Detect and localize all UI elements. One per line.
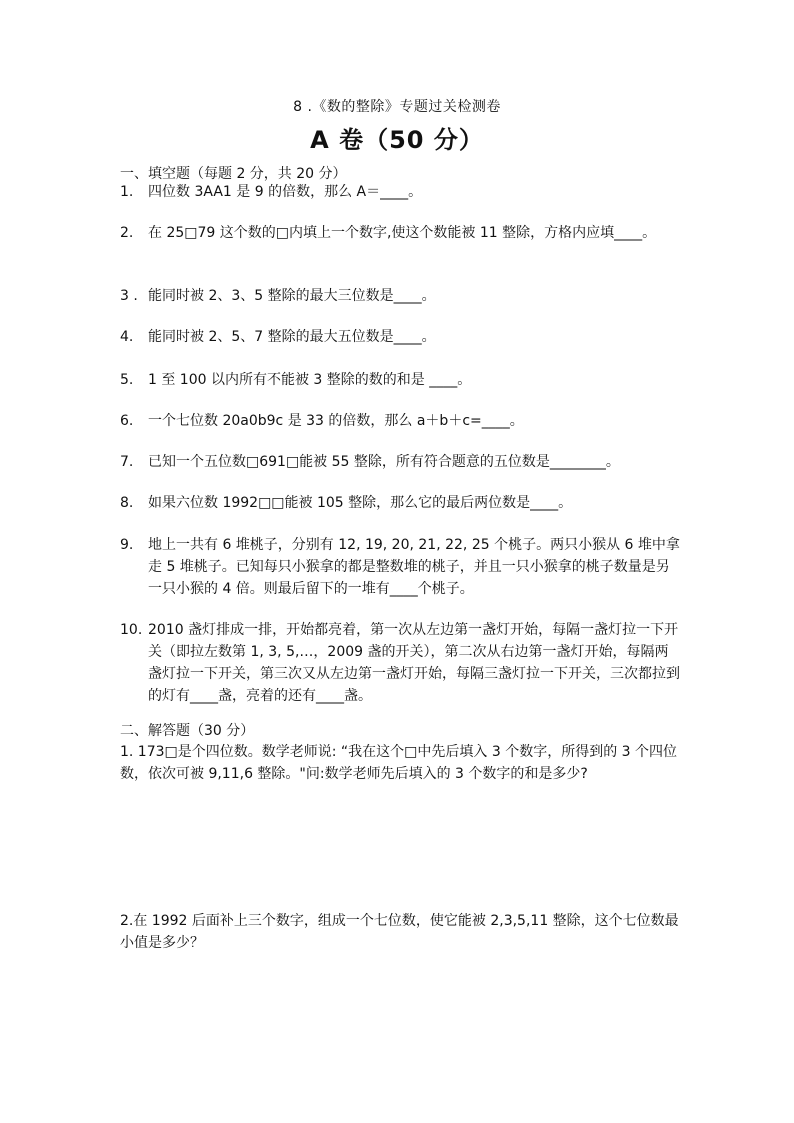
question-5 bbox=[120, 369, 680, 391]
question-number: 6. bbox=[120, 413, 134, 429]
question-number: 4. bbox=[120, 329, 134, 345]
question-7 bbox=[120, 451, 680, 473]
question-text: 1 至 100 以内所有不能被 3 整除的数的和是 ____。 bbox=[148, 372, 472, 388]
question-number: 1. bbox=[120, 184, 134, 200]
question-8 bbox=[120, 492, 680, 514]
question-1 bbox=[120, 181, 680, 203]
question-text: 2.在 1992 后面补上三个数字，组成一个七位数，使它能被 2,3,5,11 整除，这个七位数最小值是多少？ bbox=[120, 913, 679, 951]
question-number: 2. bbox=[120, 225, 134, 241]
question-text: 一个七位数 20a0b9c 是 33 的倍数，那么 a＋b＋c=____。 bbox=[148, 413, 524, 429]
document-title: 8 .《数的整除》专题过关检测卷 bbox=[293, 99, 501, 115]
section-heading-fill-in: 一、填空题（每题 2 分，共 20 分） bbox=[120, 166, 347, 182]
question-text: 在 25□79 这个数的□内填上一个数字,使这个数能被 11 整除，方格内应填____。 bbox=[148, 225, 657, 241]
question-number: 5. bbox=[120, 372, 134, 388]
solve-question-2 bbox=[120, 910, 680, 954]
question-text: 四位数 3AA1 是 9 的倍数，那么 A＝____。 bbox=[148, 184, 423, 200]
question-3 bbox=[120, 285, 680, 307]
question-text: 已知一个五位数□691□能被 55 整除，所有符合题意的五位数是________。 bbox=[148, 454, 620, 470]
question-9 bbox=[120, 534, 680, 600]
section-heading-solve: 二、解答题（30 分） bbox=[120, 723, 255, 739]
question-6 bbox=[120, 410, 680, 432]
question-text: 能同时被 2、3、5 整除的最大三位数是____。 bbox=[148, 288, 436, 304]
document-subtitle: A 卷（50 分） bbox=[310, 126, 484, 154]
question-number: 9. bbox=[120, 537, 134, 553]
question-text: 1. 173□是个四位数。数学老师说: “我在这个□中先后填入 3 个数字，所得到的 3 个四位数，依次可被 9,11,6 整除。"问:数学老师先后填入的 3 个数字的和是多少? bbox=[120, 744, 678, 782]
solve-question-1 bbox=[120, 741, 680, 785]
question-number: 7. bbox=[120, 454, 134, 470]
question-2 bbox=[120, 222, 680, 244]
question-text: 如果六位数 1992□□能被 105 整除，那么它的最后两位数是____。 bbox=[148, 495, 573, 511]
question-number: 3 . bbox=[120, 288, 138, 304]
question-text: 2010 盏灯排成一排，开始都亮着，第一次从左边第一盏灯开始，每隔一盏灯拉一下开关（即拉左数第 1, 3, 5,…，2009 盏的开关），第二次从右边第一盏灯开始，每隔两盏灯拉一下开关，第三次又从左边第一盏灯开始，每隔三盏灯拉一下开关，三次都拉到的灯有____盏，亮着的还有____盏。 bbox=[148, 622, 680, 704]
question-number: 8. bbox=[120, 495, 134, 511]
question-10 bbox=[120, 619, 680, 707]
question-text: 能同时被 2、5、7 整除的最大五位数是____。 bbox=[148, 329, 436, 345]
question-number: 10. bbox=[120, 622, 143, 638]
question-4 bbox=[120, 326, 680, 348]
question-text: 地上一共有 6 堆桃子，分别有 12, 19, 20, 21, 22, 25 个桃子。两只小猴从 6 堆中拿走 5 堆桃子。已知每只小猴拿的都是整数堆的桃子，并且一只小猴拿的桃子数量是另一只小猴的 4 倍。则最后留下的一堆有____个桃子。 bbox=[148, 537, 680, 597]
